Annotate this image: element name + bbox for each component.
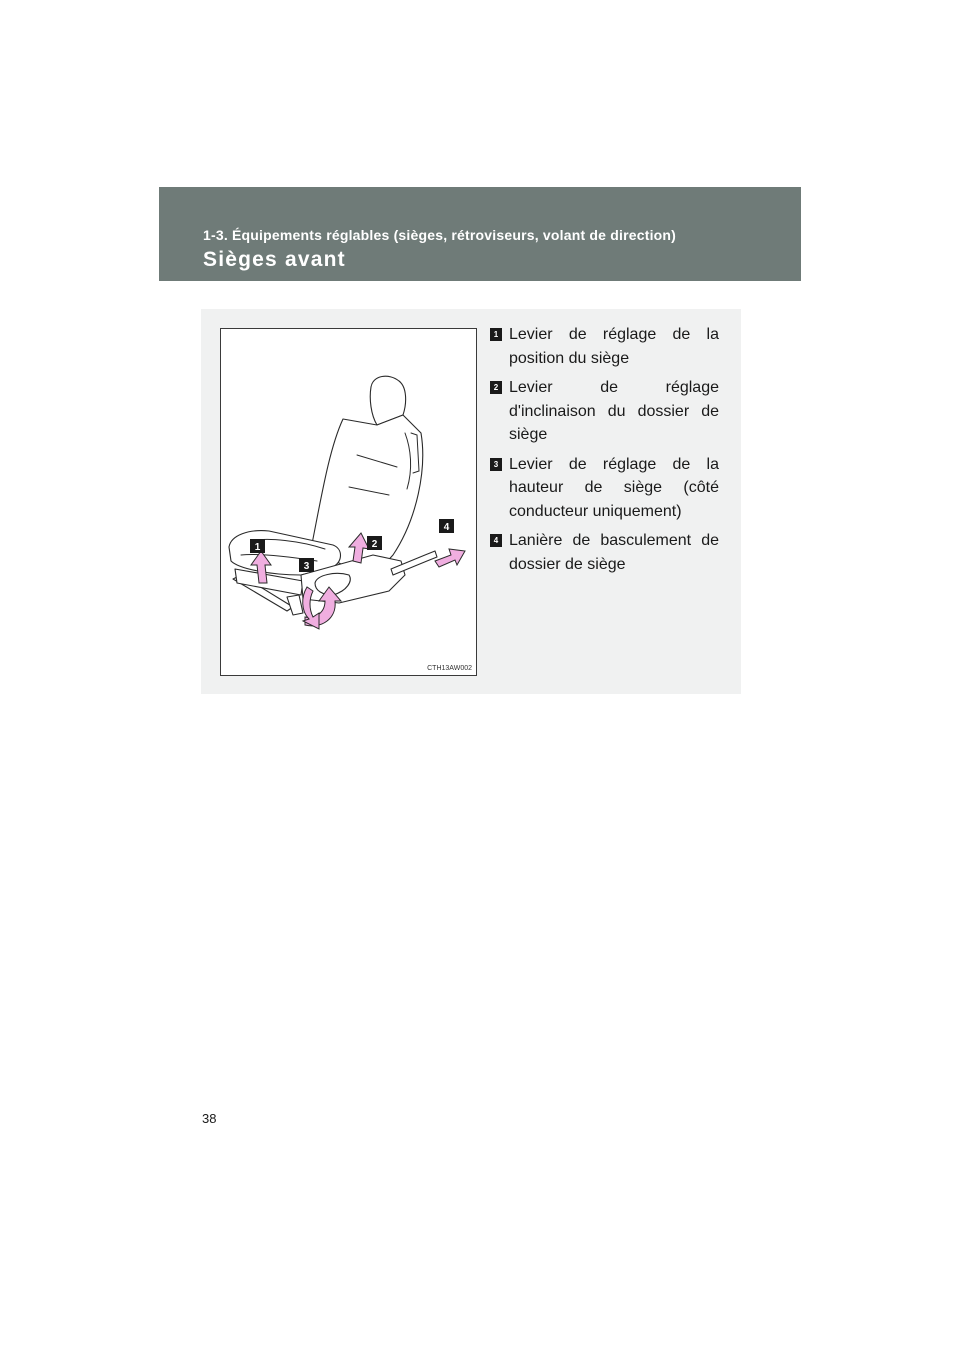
callout-3: 3	[303, 561, 310, 572]
legend-item	[490, 323, 719, 370]
legend-text: Lanière de basculement de dossier de siège	[509, 532, 719, 573]
page-number: 38	[202, 1111, 217, 1126]
legend-text: Levier de réglage de la position du siège	[509, 326, 719, 367]
figure-code: CTH13AW002	[427, 665, 472, 672]
legend-text: Levier de réglage de la hauteur de siège (côté conducteur uniquement)	[509, 455, 719, 520]
legend-item	[490, 529, 719, 576]
legend-text: Levier de réglage d'inclinaison du dossier de siège	[509, 379, 719, 443]
seat-illustration	[220, 328, 477, 676]
page-title: Sièges avant	[203, 248, 346, 271]
number-badge: 3	[490, 458, 502, 471]
callout-4: 4	[443, 522, 450, 533]
section-label: 1-3. Équipements réglables (sièges, rétroviseurs, volant de direction)	[203, 227, 677, 243]
number-badge: 4	[490, 534, 502, 547]
slide-lever	[287, 595, 303, 615]
legend-list	[490, 323, 719, 582]
number-badge: 2	[490, 381, 502, 394]
content-panel	[201, 309, 741, 694]
number-badge: 1	[490, 328, 502, 341]
seat-drawing	[221, 329, 476, 675]
chapter-header	[159, 187, 801, 281]
legend-item	[490, 453, 719, 524]
arrow-4	[435, 549, 465, 567]
legend-item	[490, 376, 719, 447]
callout-1: 1	[254, 542, 261, 553]
callout-2: 2	[371, 539, 378, 550]
